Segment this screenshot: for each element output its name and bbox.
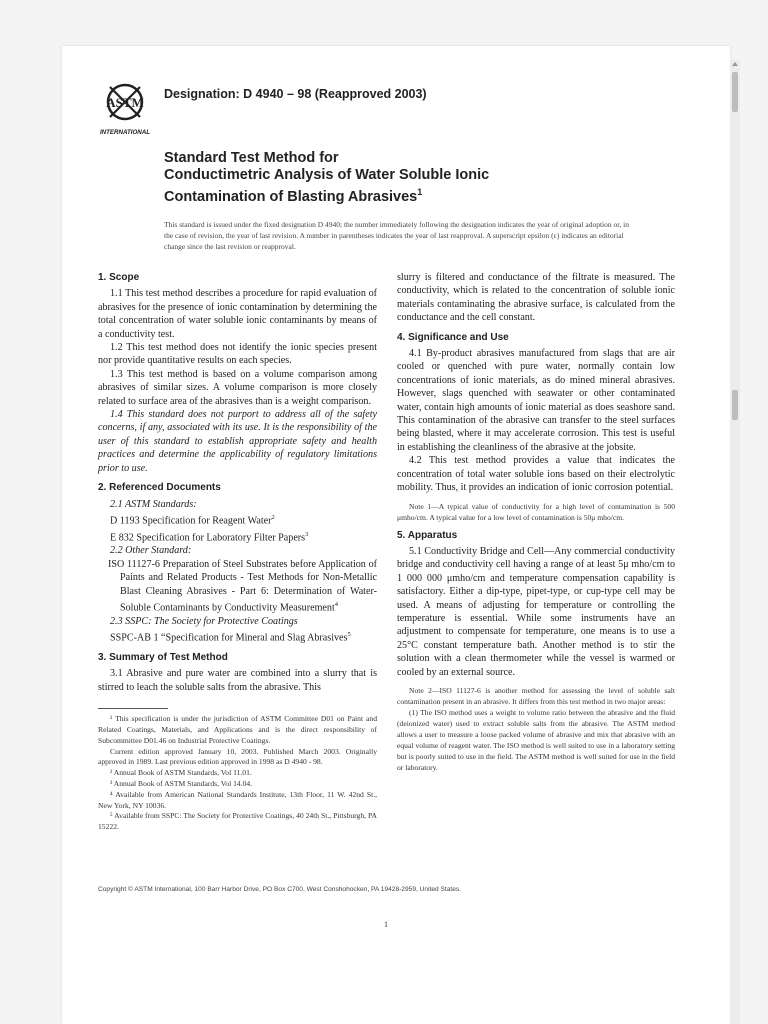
designation: Designation: D 4940 – 98 (Reapproved 2003): [164, 87, 427, 101]
paragraph-1-1: 1.1 This test method describes a procedure for rapid evaluation of abrasives for the presence of ionic contamination by determining the total concentration of water soluble ionic contaminants by means of a conductivity test.: [98, 288, 377, 340]
note-2-item-1: (1) The ISO method uses a weight to volume ratio between the abrasive and the fluid (deionized water) used to extract soluble salts from the abrasive. The ASTM method allows a user to measure a loose packed volume of abrasive and mix that abrasive with an equal volume of reagent water. The ISO method is well suited to use in a laboratory setting but is poorly suited to use in the field. The ASTM method is well suited for use in the field or laboratory.: [397, 707, 675, 772]
paragraph-1-3: 1.3 This test method is based on a volume comparison among abrasives of similar sizes. A volume comparison is more closely related to surface area of the abrasives than is a weight comparison.: [98, 368, 377, 407]
title-line-1: Standard Test Method for: [164, 150, 339, 166]
footnote-1-edition: Current edition approved January 10, 2003. Published March 2003. Originally approved in 1989. Last previous edition approved in 1998 as D 4940 - 98.: [98, 746, 377, 767]
section-4-heading: 4. Significance and Use: [397, 331, 509, 343]
page-number: 1: [384, 920, 388, 929]
footnote-ref-4: 4: [334, 601, 338, 609]
issuance-statement: This standard is issued under the fixed designation D 4940; the number immediately following the designation indicates the year of original adoption or, in the case of revision, the year of last revision. A number in parentheses indicates the year of last reapproval. A superscript epsilon (ε) indicates an editorial change since the last revision or reapproval.: [164, 220, 630, 251]
footnote-3: ³ Annual Book of ASTM Standards, Vol 14.04.: [110, 779, 253, 788]
copyright-notice: Copyright © ASTM International, 100 Barr Harbor Drive, PO Box C700, West Conshohocken, PA 19428-2959, United States.: [98, 886, 462, 893]
paragraph-2-2: 2.2 Other Standard:: [110, 545, 192, 557]
vertical-scrollbar[interactable]: [730, 60, 740, 1024]
left-column: [98, 271, 377, 833]
paragraph-4-1: 4.1 By-product abrasives manufactured from slags that are air cooled or quenched with pure water, normally contain low concentrations of ionic materials, as do mined mineral abrasives. However, slags quenched with seawater or other contaminated water, contain high amounts of ionic material as does seashore sand. This contamination of the abrasive can transfer to the steel surfaces being blasted, where it may accelerate corrosion. This test is useful in establishing the cleanliness of the abrasive at the jobsite.: [397, 348, 675, 453]
reference-sspc: [98, 628, 377, 645]
title-line-2: Conductimetric Analysis of Water Soluble Ionic: [164, 167, 490, 183]
footnote-ref-3: 3: [305, 530, 309, 538]
reference-d1193: [98, 511, 377, 528]
paragraph-5-1: 5.1 Conductivity Bridge and Cell—Any commercial conductivity bridge and conductivity cell having a range of at least 5μ mho/cm to 1 000 000 μmho/cm and temperature compensation capability is satisfactory. Either a dip-type, pipet-type, or cup-type cell may be used. A means of adjusting for temperature or controlling the temperature is essential. While some instruments have an adjustment to compensate for temperature, one means is to use a 25°C constant temperature bath. Another method is to stir the solution with a clean thermometer while the vessel is warmed or cooled by an external source.: [397, 545, 675, 678]
paragraph-1-2: 1.2 This test method does not identify the ionic species present nor provide quantitative results on each species.: [98, 342, 377, 367]
scrollbar-thumb-secondary[interactable]: [732, 390, 738, 420]
logo-subtext: INTERNATIONAL: [99, 129, 151, 136]
title-footnote-ref: 1: [417, 187, 423, 197]
reference-e832-text: E 832 Specification for Laboratory Filter Papers: [110, 532, 306, 544]
reference-iso: [98, 558, 377, 615]
note-1: Note 1—A typical value of conductivity for a high level of contamination is 500 μmho/cm. A typical value for a low level of contamination is 50μ mho/cm.: [397, 501, 675, 522]
reference-sspc-text: SSPC-AB 1 “Specification for Mineral and Slag Abrasives: [110, 632, 348, 644]
note-2: Note 2—ISO 11127-6 is another method for assessing the level of soluble salt contamination present in an abrasive. It differs from this test method in two major areas:: [397, 685, 675, 706]
footnote-5: ⁵ Available from SSPC: The Society for Protective Coatings, 40 24th St., Pittsburgh, PA 15222.: [98, 811, 377, 832]
paragraph-4-2: 4.2 This test method provides a value that indicates the concentration of total water soluble ions based on their electrolytic mobility. Thus, it provides an indication of ionic corrosion potential.: [397, 455, 675, 494]
footnote-1: ¹ This specification is under the jurisdiction of ASTM Committee D01 on Paint and Related Coatings, Materials, and Applications and is the direct responsibility of Subcommittee D01.46 on Industrial Protective Coatings.: [98, 714, 377, 745]
footnote-4: ⁴ Available from American National Standards Institute, 13th Floor, 11 W. 42nd St., New York, NY 10036.: [98, 789, 377, 810]
title-line-3-text: Contamination of Blasting Abrasives: [164, 188, 418, 205]
paragraph-1-4: 1.4 This standard does not purport to address all of the safety concerns, if any, associated with its use. It is the responsibility of the user of this standard to establish appropriate safety and health practices and determine the applicability of regulatory limitations prior to use.: [98, 409, 377, 474]
title-line-3: [164, 184, 584, 206]
section-3-heading: 3. Summary of Test Method: [98, 652, 228, 663]
footnote-2: ² Annual Book of ASTM Standards, Vol 11.01.: [110, 768, 252, 778]
paragraph-2-3: 2.3 SSPC: The Society for Protective Coatings: [110, 615, 298, 627]
section-1-heading: 1. Scope: [98, 272, 140, 283]
footnote-divider: [98, 708, 168, 709]
logo-text: ASTM: [106, 95, 144, 110]
footnote-ref-2: 2: [271, 513, 275, 521]
document-title: [164, 150, 584, 206]
reference-e832: [98, 528, 377, 545]
paragraph-2-1: 2.1 ASTM Standards:: [110, 498, 197, 510]
right-column: [397, 271, 675, 773]
section-5-heading: 5. Apparatus: [397, 529, 458, 541]
paragraph-3-1-continued: slurry is filtered and conductance of the filtrate is measured. The conductivity, which is related to the concentration of soluble ionic materials contaminating the abrasive surface, is calculated from the conductance and the cell constant.: [397, 272, 675, 324]
scroll-up-arrow-icon[interactable]: [732, 62, 738, 66]
scrollbar-thumb[interactable]: [732, 72, 738, 112]
paragraph-3-1: 3.1 Abrasive and pure water are combined into a slurry that is stirred to leach the soluble salts from the abrasive. This: [98, 668, 377, 693]
astm-logo-icon: [96, 78, 154, 138]
footnote-ref-5: 5: [347, 631, 351, 639]
section-2-heading: 2. Referenced Documents: [98, 482, 221, 494]
reference-d1193-text: D 1193 Specification for Reagent Water: [110, 515, 272, 527]
reference-iso-text: ISO 11127-6 Preparation of Steel Substrates before Application of Paints and Related Products - Test Methods for Non-Metallic Blast Cleaning Abrasives - Part 6: Determination of Water-Soluble Contaminants by Conductivity Measurement: [108, 558, 377, 614]
